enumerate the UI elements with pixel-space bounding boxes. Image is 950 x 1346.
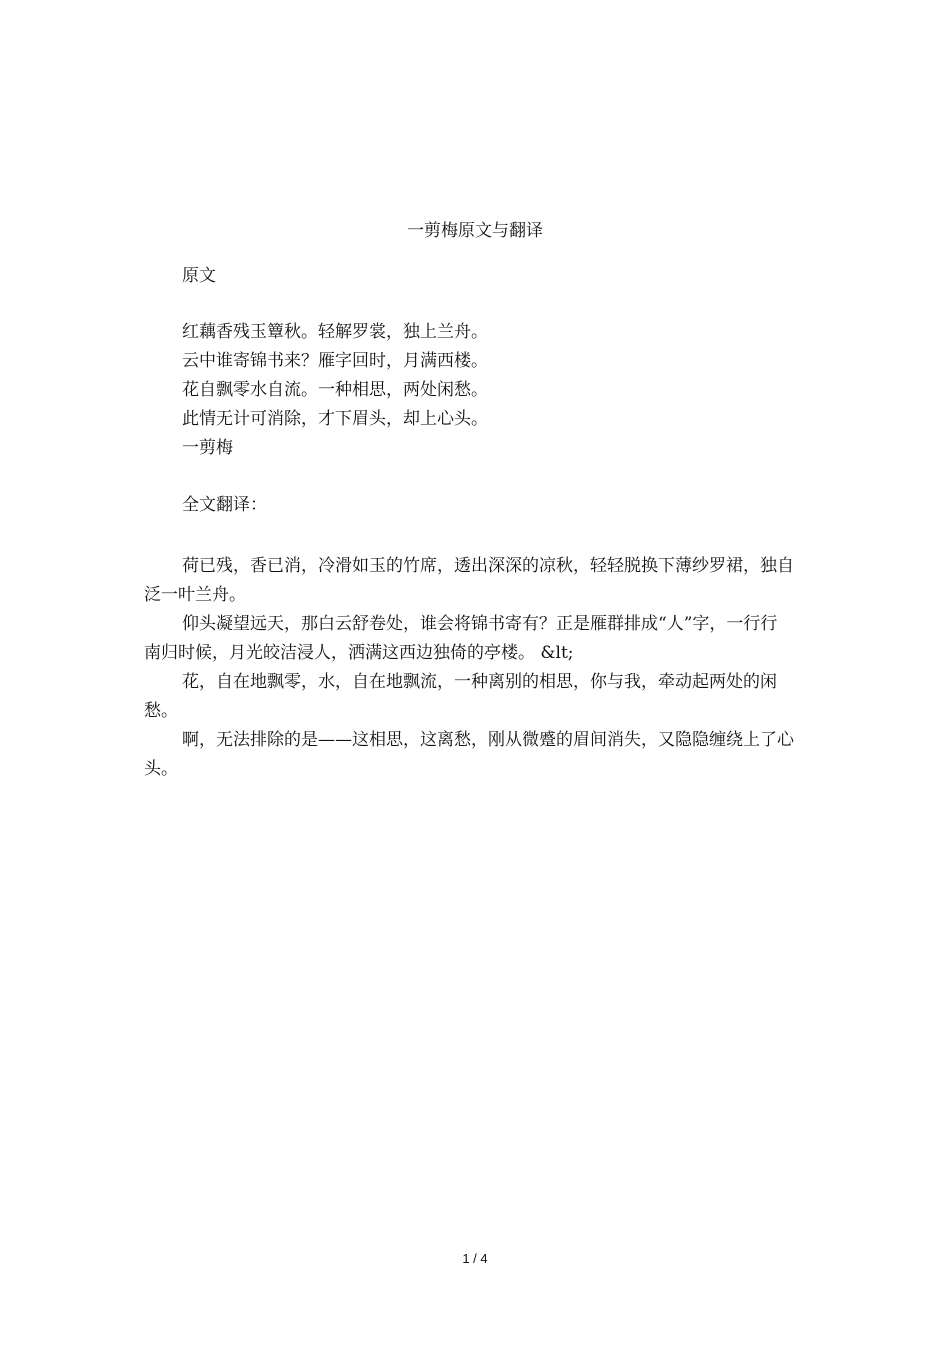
page-number: 1 / 4 <box>462 1251 488 1266</box>
poem-line: 花自飘零水自流。一种相思，两处闲愁。 <box>182 380 488 400</box>
original-text-heading: 原文 <box>182 266 216 286</box>
poem-body <box>182 320 488 465</box>
poem-line: 云中谁寄锦书来？雁字回时，月满西楼。 <box>182 351 488 371</box>
document-title: 一剪梅原文与翻译 <box>407 221 543 241</box>
translation-paragraph: 荷已残，香已消，冷滑如玉的竹席，透出深深的凉秋，轻轻脱换下薄纱罗裙，独自泛一叶兰舟。 <box>144 556 794 605</box>
translation-paragraph: 花，自在地飘零，水，自在地飘流，一种离别的相思，你与我，牵动起两处的闲愁。 <box>144 672 777 721</box>
poem-title-line: 一剪梅 <box>182 438 233 458</box>
poem-line: 红藕香残玉簟秋。轻解罗裳，独上兰舟。 <box>182 322 488 342</box>
translation-body <box>144 552 794 784</box>
translation-paragraph: 仰头凝望远天，那白云舒卷处，谁会将锦书寄有？正是雁群排成“人”字，一行行南归时候，月光皎洁浸人，洒满这西边独倚的亭楼。 &lt; <box>144 614 778 663</box>
translation-paragraph: 啊，无法排除的是——这相思，这离愁，刚从微蹙的眉间消失，又隐隐缠绕上了心头。 <box>144 730 794 779</box>
translation-heading: 全文翻译： <box>182 495 267 515</box>
poem-line: 此情无计可消除，才下眉头，却上心头。 <box>182 409 488 429</box>
